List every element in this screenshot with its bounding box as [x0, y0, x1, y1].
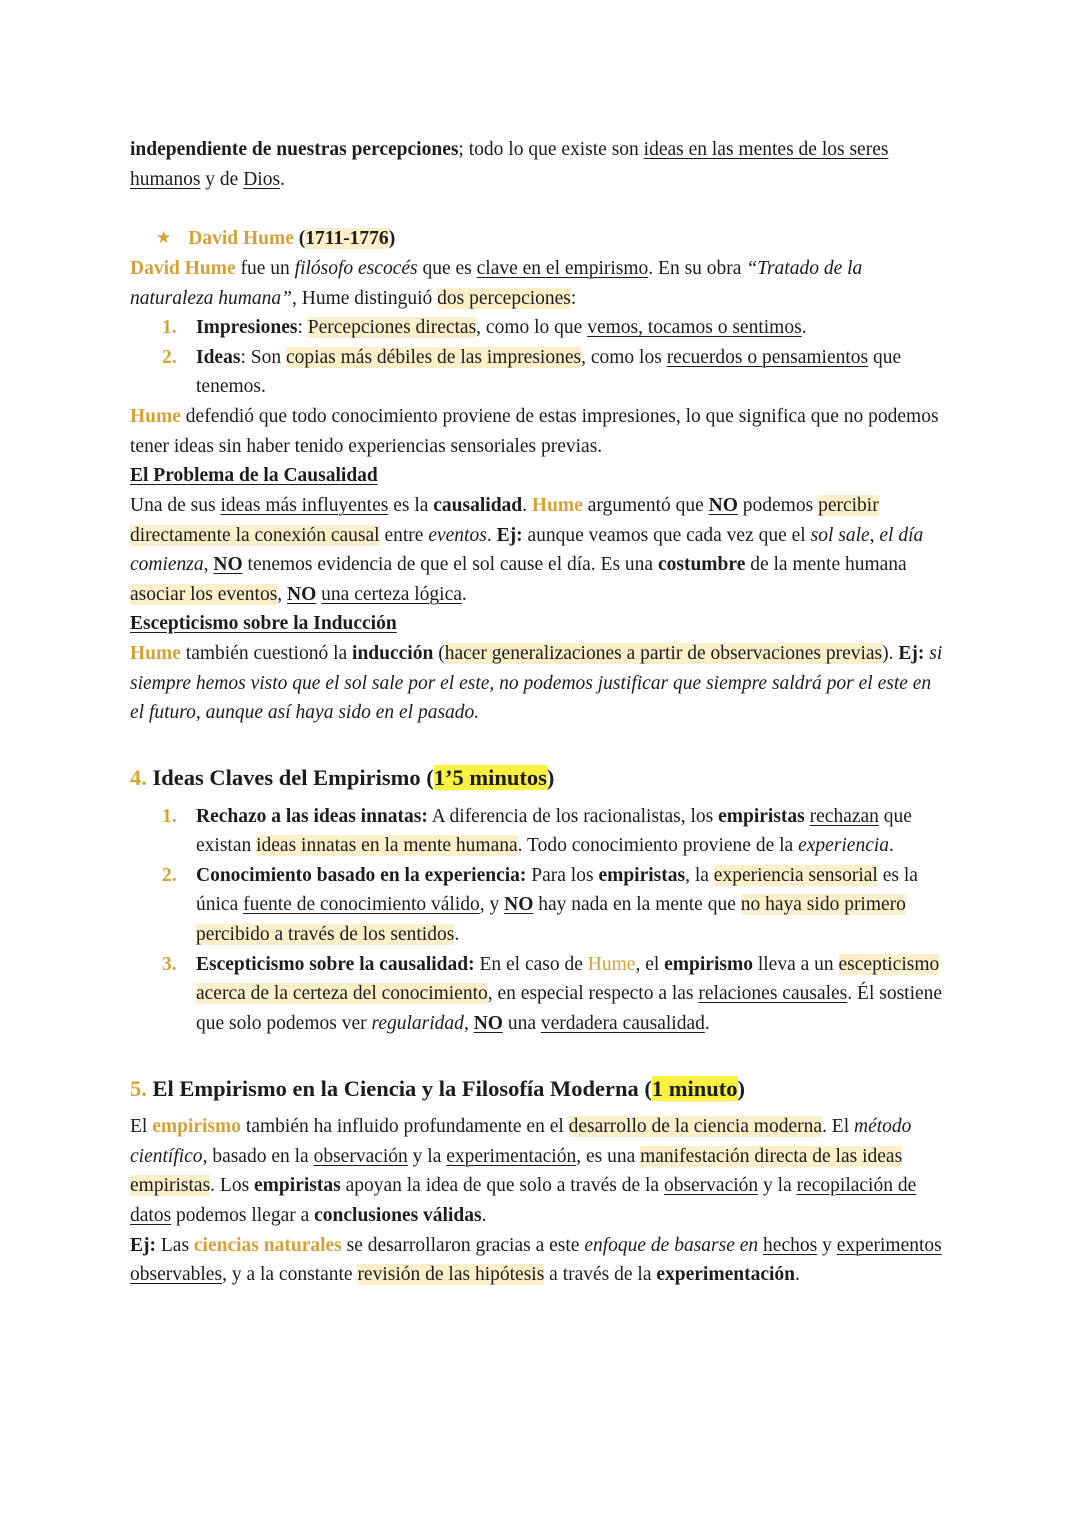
text-run: tenemos evidencia de que el sol cause el día. Es una [242, 554, 658, 576]
text-run: Impresiones [196, 317, 298, 339]
section-heading [130, 762, 946, 795]
text-run: , Hume distinguió [291, 287, 438, 309]
text-run: Hume [531, 494, 583, 516]
text-run: El Empirismo en la Ciencia y la Filosofía Moderna ( [146, 1075, 652, 1101]
text-run: . [801, 317, 807, 339]
text-run: NO [473, 1012, 503, 1034]
text-run: . [795, 1264, 800, 1286]
text-run: . [461, 583, 467, 605]
text-run: Dios [243, 168, 281, 190]
text-run: , como lo que [476, 317, 588, 339]
text-run: es la [388, 494, 434, 516]
text-run: . [522, 494, 532, 516]
text-run: que tenemos. [196, 346, 902, 398]
text-run: que existan [196, 805, 912, 857]
text-run: 5. [130, 1075, 147, 1101]
text-run: , [203, 554, 214, 576]
paragraph [130, 254, 946, 313]
text-run: Ej: [898, 643, 925, 664]
text-run: enfoque de basarse en [584, 1234, 759, 1256]
text-run: A diferencia de los racionalistas, los [427, 805, 719, 827]
paragraph [130, 1231, 946, 1290]
sub-heading [130, 609, 946, 639]
list-item [130, 343, 946, 402]
text-run: , como los [581, 346, 667, 368]
text-run: rechazan [809, 805, 879, 827]
list-number: 1. [162, 317, 177, 339]
text-run: . [454, 924, 460, 945]
text-run: Para los [526, 864, 599, 886]
text-run: ciencias naturales [193, 1234, 342, 1256]
text-run: . Él sostiene que solo podemos ver [196, 983, 943, 1034]
text-run: causalidad [433, 494, 523, 516]
blank-line [130, 194, 946, 224]
text-run: NO [504, 894, 534, 916]
text-run: NO [287, 583, 317, 605]
paragraph [130, 491, 946, 610]
text-run: vemos, tocamos o sentimos [587, 317, 802, 339]
text-run: , [869, 524, 880, 546]
list-item [130, 802, 946, 861]
text-run: Ej: [130, 1234, 156, 1256]
text-run: conclusiones válidas [314, 1205, 482, 1226]
text-run: a través de la [544, 1264, 657, 1286]
text-run: . En su obra [648, 257, 747, 279]
text-run: , la [685, 864, 714, 886]
text-run: experimentación [656, 1264, 796, 1286]
text-run: ) [546, 764, 555, 790]
text-run: . [704, 1012, 710, 1034]
list-item-text [196, 950, 946, 1039]
text-run: método científico [130, 1116, 912, 1167]
text-run: 1 minuto [651, 1075, 738, 1101]
text-run: y la [758, 1175, 797, 1197]
text-run: costumbre [657, 554, 746, 576]
star-icon: ★ [156, 228, 172, 248]
text-run: argumentó que [582, 494, 709, 516]
paragraph [130, 135, 946, 194]
text-run: y [817, 1234, 837, 1256]
text-run: se desarrollaron gracias a este [341, 1234, 585, 1256]
list-number: 1. [162, 805, 177, 827]
text-run: clave en el empirismo [476, 257, 649, 279]
text-run: de la mente humana [745, 554, 907, 576]
text-run: que es [417, 257, 477, 279]
text-run: , y [479, 894, 505, 916]
text-run: relaciones causales [698, 983, 848, 1005]
text-run: , [277, 583, 288, 605]
text-run: . Todo conocimiento proviene de la [517, 835, 799, 857]
text-run: fuente de conocimiento válido [243, 894, 480, 916]
text-run: recopilación de datos [130, 1175, 917, 1226]
text-run: observación [313, 1145, 408, 1167]
text-run: El Problema de la Causalidad [130, 465, 378, 487]
text-run: podemos [737, 494, 819, 516]
text-run: percibir directamente la conexión causal [130, 494, 879, 546]
text-run: aunque veamos que cada vez que el [522, 524, 811, 546]
list-item-text [196, 861, 946, 950]
text-run: Hume [130, 406, 181, 427]
text-run: eventos [428, 524, 487, 546]
text-run: independiente de nuestras percepciones [130, 139, 459, 160]
text-run: hechos [763, 1234, 818, 1256]
text-run: empirismo [152, 1116, 242, 1138]
text-run: Ideas [196, 346, 241, 368]
text-run: Ej: [496, 524, 523, 546]
text-run: experiencia [798, 835, 890, 857]
text-run: , basado en la [202, 1145, 314, 1167]
text-run: empiristas [598, 864, 686, 886]
text-run: ideas más influyentes [220, 494, 389, 516]
text-run: : [570, 287, 577, 309]
text-run: NO [708, 494, 738, 516]
list-number: 3. [162, 953, 177, 975]
list-item [130, 861, 946, 950]
text-run: Escepticismo sobre la causalidad: [196, 953, 475, 975]
text-run: regularidad [371, 1012, 464, 1034]
text-run: hay nada en la mente que [533, 894, 741, 916]
section-heading [130, 1073, 946, 1106]
text-run: Ideas Claves del Empirismo ( [146, 764, 434, 790]
text-run: y la [407, 1145, 447, 1167]
star-line [130, 224, 946, 254]
text-run: . [280, 168, 285, 190]
text-run: manifestación directa de las ideas empiristas [130, 1145, 903, 1197]
text-run: escepticismo acerca de la certeza del conocimiento [196, 953, 940, 1005]
text-run: desarrollo de la ciencia moderna [568, 1116, 823, 1138]
text-run: filósofo escocés [294, 257, 418, 279]
text-run: si siempre hemos visto que el sol sale por el este, no podemos justificar que siempre saldrá por el este en el futuro, aunque así haya sido en el pasado. [130, 643, 943, 724]
text-run: empiristas [718, 805, 805, 827]
text-run: ) [388, 228, 396, 250]
text-run: : Son [240, 346, 286, 368]
text-run: Hume [130, 643, 181, 664]
list-item [130, 313, 946, 343]
text-run: El [130, 1116, 153, 1138]
text-run: inducción [352, 643, 434, 664]
paragraph [130, 639, 946, 728]
text-run: no haya sido primero percibido a través de los sentidos [196, 894, 906, 945]
blank-line [130, 728, 946, 758]
text-run: 4. [130, 764, 147, 790]
text-run: copias más débiles de las impresiones [285, 346, 582, 368]
text-run: ideas innatas en la mente humana [256, 835, 518, 857]
text-run: . El [822, 1116, 855, 1138]
text-run: , en especial respecto a las [487, 983, 699, 1005]
text-run: 1711-1776 [305, 228, 389, 250]
blank-line [130, 1039, 946, 1069]
text-run: experimentación [446, 1145, 577, 1167]
list-number: 2. [162, 346, 177, 368]
text-run: asociar los eventos [130, 583, 278, 605]
text-run: también ha influido profundamente en el [241, 1116, 569, 1138]
text-run: podemos llegar a [171, 1205, 315, 1226]
text-run: Las [156, 1234, 194, 1256]
text-run: experiencia sensorial [713, 864, 878, 886]
text-run: Hume [587, 953, 636, 975]
list-number: 2. [162, 864, 177, 886]
text-run: NO [213, 554, 243, 576]
text-run: también cuestionó la [180, 643, 353, 664]
text-run: 1’5 minutos [433, 764, 547, 790]
text-run: verdadera causalidad [540, 1012, 705, 1034]
text-run: , es una [576, 1145, 641, 1167]
text-run: ideas en las mentes de los seres humanos [130, 139, 889, 190]
text-run: . Los [210, 1175, 255, 1197]
text-run: entre [379, 524, 429, 546]
text-run: . [486, 524, 497, 546]
paragraph [130, 402, 946, 461]
text-run: defendió que todo conocimiento proviene de estas impresiones, lo que significa que no podemos tener ideas sin haber tenido experiencias sensoriales previas. [130, 406, 939, 457]
text-run: y de [200, 168, 244, 190]
text-run: Conocimiento basado en la experiencia: [196, 864, 527, 886]
text-run: David Hume [130, 257, 236, 279]
text-run: experimentos observables [130, 1234, 942, 1286]
text-run: Escepticismo sobre la Inducción [130, 613, 397, 635]
text-run: David Hume [188, 228, 299, 250]
text-run: empirismo [664, 953, 753, 975]
text-run: . [481, 1205, 487, 1226]
text-run: ( [433, 643, 445, 664]
text-run: Rechazo a las ideas innatas: [196, 805, 428, 827]
list-item [130, 950, 946, 1039]
text-run: sol sale [810, 524, 870, 546]
text-run: lleva a un [752, 953, 839, 975]
text-run: Percepciones directas [307, 317, 477, 339]
sub-heading [130, 461, 946, 491]
ordered-list [130, 313, 946, 402]
list-item-text [196, 313, 946, 343]
text-run: , y a la constante [222, 1264, 358, 1286]
text-run: “Tratado de la naturaleza humana” [130, 257, 863, 309]
text-run: dos percepciones [437, 287, 571, 309]
text-run: revisión de las hipótesis [357, 1264, 545, 1286]
text-run: ; todo lo que existe son [458, 139, 644, 160]
text-run: ( [298, 228, 306, 250]
text-run: observación [663, 1175, 759, 1197]
list-item-text [196, 343, 946, 402]
text-run: , el [635, 953, 665, 975]
text-run: En el caso de [474, 953, 588, 975]
text-run: . [889, 835, 894, 857]
text-run: ) [737, 1075, 745, 1101]
text-run: hacer generalizaciones a partir de observaciones previas [444, 643, 883, 664]
text-run: Una de sus [130, 494, 221, 516]
text-run: : [297, 317, 308, 339]
text-run: , [463, 1012, 474, 1034]
text-run: una [502, 1012, 541, 1034]
text-run: el día comienza [130, 524, 924, 576]
text-run: recuerdos o pensamientos [666, 346, 869, 368]
text-run: fue un [235, 257, 295, 279]
ordered-list [130, 802, 946, 1039]
paragraph [130, 1112, 946, 1231]
text-run: una certeza lógica [321, 583, 462, 605]
text-run: empiristas [254, 1175, 341, 1197]
list-item-text [196, 802, 946, 861]
text-run: ). [882, 643, 899, 664]
text-run: es la única [196, 864, 918, 916]
document-body [130, 135, 946, 1290]
text-run: apoyan la idea de que solo a través de la [340, 1175, 664, 1197]
